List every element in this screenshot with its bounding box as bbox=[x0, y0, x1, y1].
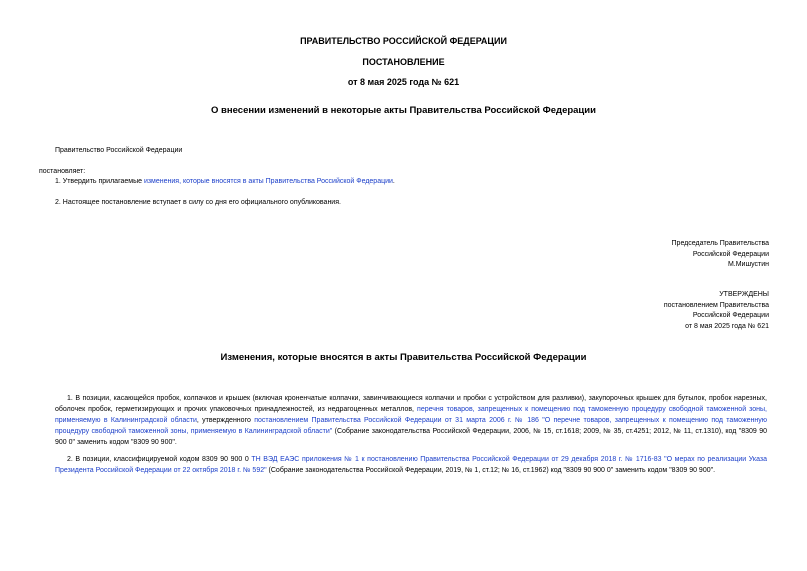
p1-text-b: , утвержденного bbox=[196, 417, 255, 424]
p1-resolution-link[interactable]: постановлением Правительства Российской Федерации от 31 марта 2006 г. № 186 "О перечне товаров, запрещенных к помещению под таможенную процедуру свободной таможенной зоны, применяемую в Калининградской области" bbox=[55, 417, 768, 435]
changes-title: Изменения, которые вносятся в акты Правительства Российской Федерации bbox=[220, 352, 587, 363]
item-1-prefix: 1. Утвердить прилагаемые bbox=[55, 178, 144, 185]
signature-block bbox=[672, 239, 769, 271]
issuer: Правительство Российской Федерации bbox=[55, 147, 183, 154]
p1-text-a: 1. В позиции, касающейся пробок, колпачков и крышек (включая кроненчатые колпачки, завинчивающиеся колпачки и пробки с устройством для разливки), закупорочных крышек для бутылок, пробок нарезных, оболочек пробок, герметизирующих и прочих упаковочных принадлежностей, из недрагоценных металлов, bbox=[55, 395, 767, 413]
p2-appendix-link[interactable]: приложения № 1 к постановлению Правительства Российской Федерации от 29 декабря 2018 г. № 1716-83 "О мерах по реализации Указа Президента Российской Федерации от 22 октября 2018 г. № 592" bbox=[55, 456, 768, 474]
item-1 bbox=[55, 177, 395, 187]
changes-paragraph-1 bbox=[55, 393, 767, 448]
signature-position: Председатель Правительства bbox=[671, 240, 769, 247]
signature-name: М.Мишустин bbox=[727, 261, 769, 268]
approval-line-1: УТВЕРЖДЕНЫ bbox=[719, 291, 769, 298]
document-title: О внесении изменений в некоторые акты Правительства Российской Федерации bbox=[211, 105, 596, 116]
p2-text-a: 2. В позиции, классифицируемой кодом 8309 90 900 0 bbox=[67, 456, 252, 463]
approval-line-4: от 8 мая 2025 года № 621 bbox=[685, 322, 769, 330]
p1-text-c: (Собрание законодательства Российской Федерации, 2006, № 15, ст.1618; 2009, № 35, ст.4251; 2012, № 11, ст.1310), код "8309 90 900 0" заменить кодом "8309 90 900". bbox=[55, 428, 767, 446]
p2-tnved-link[interactable]: ТН ВЭД ЕАЭС bbox=[251, 456, 300, 463]
government-heading: ПРАВИТЕЛЬСТВО РОССИЙСКОЙ ФЕДЕРАЦИИ bbox=[300, 36, 507, 46]
item-1-suffix: . bbox=[392, 178, 395, 185]
document-type: ПОСТАНОВЛЕНИЕ bbox=[362, 57, 445, 67]
approval-line-2: постановлением Правительства bbox=[663, 301, 769, 309]
changes-paragraph-2 bbox=[55, 454, 767, 476]
approval-line-3: Российской Федерации bbox=[692, 312, 769, 319]
p2-text-c: (Собрание законодательства Российской Федерации, 2019, № 1, ст.12; № 16, ст.1962) код "8309 90 900 0" заменить кодом "8309 90 900". bbox=[266, 467, 716, 474]
resolves-text: постановляет: bbox=[39, 168, 86, 175]
document-date-number: от 8 мая 2025 года № 621 bbox=[347, 77, 460, 87]
changes-link[interactable]: изменения, которые вносятся в акты Правительства Российской Федерации bbox=[143, 178, 393, 185]
p1-list-link[interactable]: перечня товаров, запрещенных к помещению под таможенную процедуру свободной таможенной зоны, применяемую в Калининградской области bbox=[55, 406, 767, 424]
approval-block bbox=[664, 290, 769, 332]
item-2: 2. Настоящее постановление вступает в силу со дня его официального опубликования. bbox=[55, 199, 341, 206]
signature-position-2: Российской Федерации bbox=[692, 250, 769, 258]
